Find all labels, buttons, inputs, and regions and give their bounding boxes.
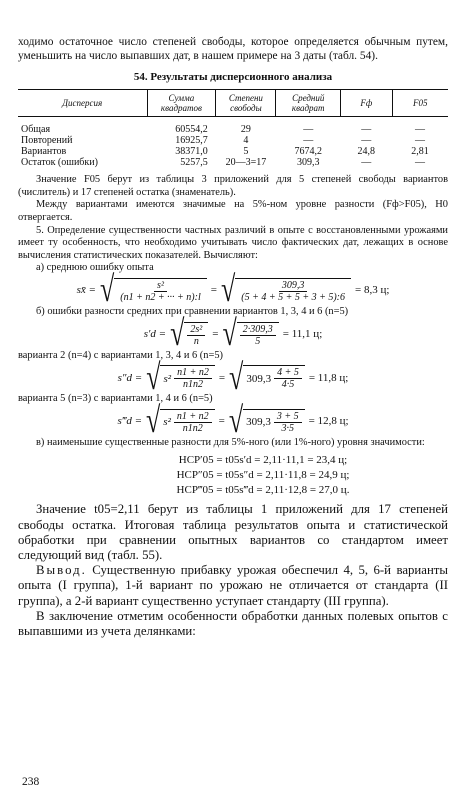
lsd-line: НСР‴05 = t05s‴d = 2,11·12,8 = 27,0 ц. xyxy=(176,484,350,497)
radical: √ $\frac{309,3}{(5 + 4 + 5 + 5 + 3 + 5):6}$ xyxy=(221,278,351,303)
numerator: n1 + n2 xyxy=(174,411,212,423)
formula-result: = 8,3 ц; xyxy=(354,284,390,297)
conclusion-text: Существенную прибавку урожая обеспечил 4, 5, 6-й варианты опыта (I группа), 1-й вариант по урожаю не отличается от стандарта (II группа), а 2-й вариант существенно уступает стандарту (III группа). xyxy=(18,563,448,608)
denominator: 3·5 xyxy=(281,422,295,434)
table-caption: 54. Результаты дисперсионного анализа xyxy=(133,71,333,84)
formula-lhs: sx̄ = xyxy=(76,284,96,297)
numerator: n1 + n2 xyxy=(174,367,212,379)
formula-term: s² xyxy=(163,372,172,385)
formula-mean-error: sx̄ = √ $\frac{\text{s²}}{(n1 + n2 + \cdot\cdot\cdot + n):l}$ = √ $\frac{309,3}{(5 + 4 + 5 + 5 + 3 + 5):6}$ = 8,3 ц; xyxy=(76,269,390,311)
lsd-block xyxy=(78,453,448,498)
numerator: 309,3 xyxy=(279,280,308,292)
formula-lhs: s‴d = xyxy=(117,415,143,428)
page-number: 238 xyxy=(22,776,40,788)
denominator: (n1 + n2 + ··· + n):l xyxy=(120,291,201,303)
table-cell: 309,3 xyxy=(296,157,320,169)
numerator: 3 + 5 xyxy=(274,411,302,423)
fraction xyxy=(238,280,348,303)
table-cell: — xyxy=(361,157,372,169)
fraction xyxy=(274,367,302,390)
radical: √ $\frac{\text{2s²}}{n}$ xyxy=(170,322,208,347)
col-header: Средний квадрат xyxy=(276,90,341,117)
denominator: (5 + 4 + 5 + 5 + 3 + 5):6 xyxy=(241,291,345,303)
conclusion-label: Вывод. xyxy=(36,563,87,578)
radical: √ $\frac{\text{s²}}{(n1 + n2 + \cdot\cdot\cdot + n):l}$ xyxy=(100,278,207,303)
variant2-text: варианта 2 (n=4) с вариантами 1, 3, 4 и 6 (n=5) xyxy=(18,349,223,361)
table-cell: — xyxy=(415,124,426,136)
formula-result: = 11,1 ц; xyxy=(282,328,323,341)
lsd-line: НСР′05 = t05s′d = 2,11·11,1 = 23,4 ц; xyxy=(178,454,348,467)
formula-lhs: s′d = xyxy=(143,328,167,341)
item-a: а) среднюю ошибку опыта xyxy=(36,262,154,274)
formula-term: s² xyxy=(163,416,171,429)
table-cell: 20—3=17 xyxy=(225,157,267,169)
radical: √ $\frac{2\cdot 309,3}{5}$ xyxy=(222,322,278,347)
radical: √ s² $\frac{n1 + n2}{n1n2}$ xyxy=(146,409,215,434)
col-header: Степени свободы xyxy=(216,90,276,117)
numerator: 2·309,3 xyxy=(240,324,276,336)
t05-paragraph: Значение t05=2,11 берут из таблицы 1 приложений для 17 степеней свободы остатка. Итоговая таблица результатов опыта и статистической обработки при сравнении опытных вариантов со стандартом имеет следующий вид (табл. 55). xyxy=(18,502,448,562)
lsd-line: НСР″05 = t05s″d = 2,11·11,8 = 24,9 ц; xyxy=(176,469,350,482)
variants-note: Между вариантами имеются значимые на 5%-ном уровне разности (Fф>F05), H0 отвергается. xyxy=(18,199,448,223)
table-cell: — xyxy=(415,135,426,147)
conclusion-paragraph xyxy=(18,563,448,609)
table-row xyxy=(18,157,448,168)
table-cell: — xyxy=(361,135,372,147)
denominator: n1n2 xyxy=(182,379,203,391)
item-c: в) наименьшие существенные разности для 5%-ного (или 1%-ного) уровня значимости: xyxy=(36,436,425,448)
table-row xyxy=(18,135,448,146)
numerator: 2s² xyxy=(187,324,205,336)
item-b: б) ошибки разности средних при сравнении вариантов 1, 3, 4 и 6 (n=5) xyxy=(36,305,349,317)
radical: √ s² $\frac{n1 + n2}{n1n2}$ xyxy=(146,365,215,390)
table-cell: Вариантов xyxy=(21,146,67,158)
formula-result: = 12,8 ц; xyxy=(308,415,349,428)
table-header-row xyxy=(18,90,448,117)
formula-diff-error-2: s″d = √ s² $\frac{n1 + n2}{n1n2}$ = √ 309,3 $\frac{4 + 5}{4\cdot 5}$ = 11,8 ц; xyxy=(117,356,349,398)
table-cell: 24,8 xyxy=(357,146,376,158)
anova-table xyxy=(18,89,448,168)
table-cell: 38371,0 xyxy=(175,146,208,158)
intro-paragraph: ходимо остаточное число степеней свободы, которое определяется обычным путем, уменьшить на число выпавших дат, в нашем примере на 3 даты (табл. 54). xyxy=(18,36,448,62)
table-cell: Повторений xyxy=(21,135,73,147)
table-cell: — xyxy=(361,124,372,136)
formula-diff-error-1: s′d = √ $\frac{\text{2s²}}{n}$ = √ $\frac{2\cdot 309,3}{5}$ = 11,1 ц; xyxy=(143,313,323,354)
denominator: 5 xyxy=(255,335,261,347)
formula-diff-error-3: s‴d = √ s² $\frac{n1 + n2}{n1n2}$ = √ 309,3 $\frac{3 + 5}{3\cdot 5}$ = 12,8 ц; xyxy=(117,400,349,441)
table-cell: 7674,2 xyxy=(294,146,322,158)
table-cell: 29 xyxy=(240,124,251,136)
table-cell: 4 xyxy=(243,135,249,147)
numerator: 4 + 5 xyxy=(274,367,302,379)
fraction xyxy=(174,367,212,390)
f05-note: Значение F05 берут из таблицы 3 приложений для 5 степеней свободы вариантов (числитель) и 17 степеней остатка (знаменатель). xyxy=(18,174,448,198)
table-cell: 60554,2 xyxy=(175,124,208,136)
col-header: Дисперсия xyxy=(18,90,147,117)
table-row xyxy=(18,117,448,136)
table-cell: 5257,5 xyxy=(180,157,208,169)
radical: √ 309,3 $\frac{4 + 5}{4\cdot 5}$ xyxy=(229,365,305,390)
formula-result: = 11,8 ц; xyxy=(308,371,349,384)
col-header: F05 xyxy=(392,90,448,117)
table-cell: — xyxy=(303,124,314,136)
formula-term: 309,3 xyxy=(246,416,271,429)
table-cell: 5 xyxy=(243,146,249,158)
radical: √ 309,3 $\frac{3 + 5}{3\cdot 5}$ xyxy=(229,409,305,434)
table-cell: Остаток (ошибки) xyxy=(21,157,98,169)
table-cell: Общая xyxy=(21,124,51,136)
table-cell: 2,81 xyxy=(411,146,429,158)
fraction xyxy=(240,324,276,347)
table-cell: — xyxy=(415,157,426,169)
numerator: s² xyxy=(154,280,167,292)
fraction xyxy=(274,411,302,434)
formula-lhs: s″d = xyxy=(117,371,143,384)
denominator: n xyxy=(193,335,199,347)
fraction xyxy=(117,280,204,303)
variant5-text: варианта 5 (n=3) с вариантами 1, 4 и 6 (n=5) xyxy=(18,393,213,405)
fraction xyxy=(174,411,212,434)
denominator: 4·5 xyxy=(281,379,295,391)
col-header: Fф xyxy=(340,90,392,117)
table-cell: — xyxy=(303,135,314,147)
fraction xyxy=(187,324,205,347)
formula-term: 309,3 xyxy=(246,372,272,385)
table-row xyxy=(18,146,448,157)
denominator: n1n2 xyxy=(182,422,203,434)
step5-text: 5. Определение существенности частных различий в опыте с восстановленными урожаями имеет ту особенность, что необходимо учитывать число фактических дат, лежащих в основе вычисления статистических показателей. Вычисляют: xyxy=(18,224,448,261)
table-cell: 16925,7 xyxy=(175,135,208,147)
final-paragraph: В заключение отметим особенности обработки данных полевых опытов с выпавшими из учета делянками: xyxy=(18,608,448,638)
col-header: Сумма квадратов xyxy=(147,90,216,117)
